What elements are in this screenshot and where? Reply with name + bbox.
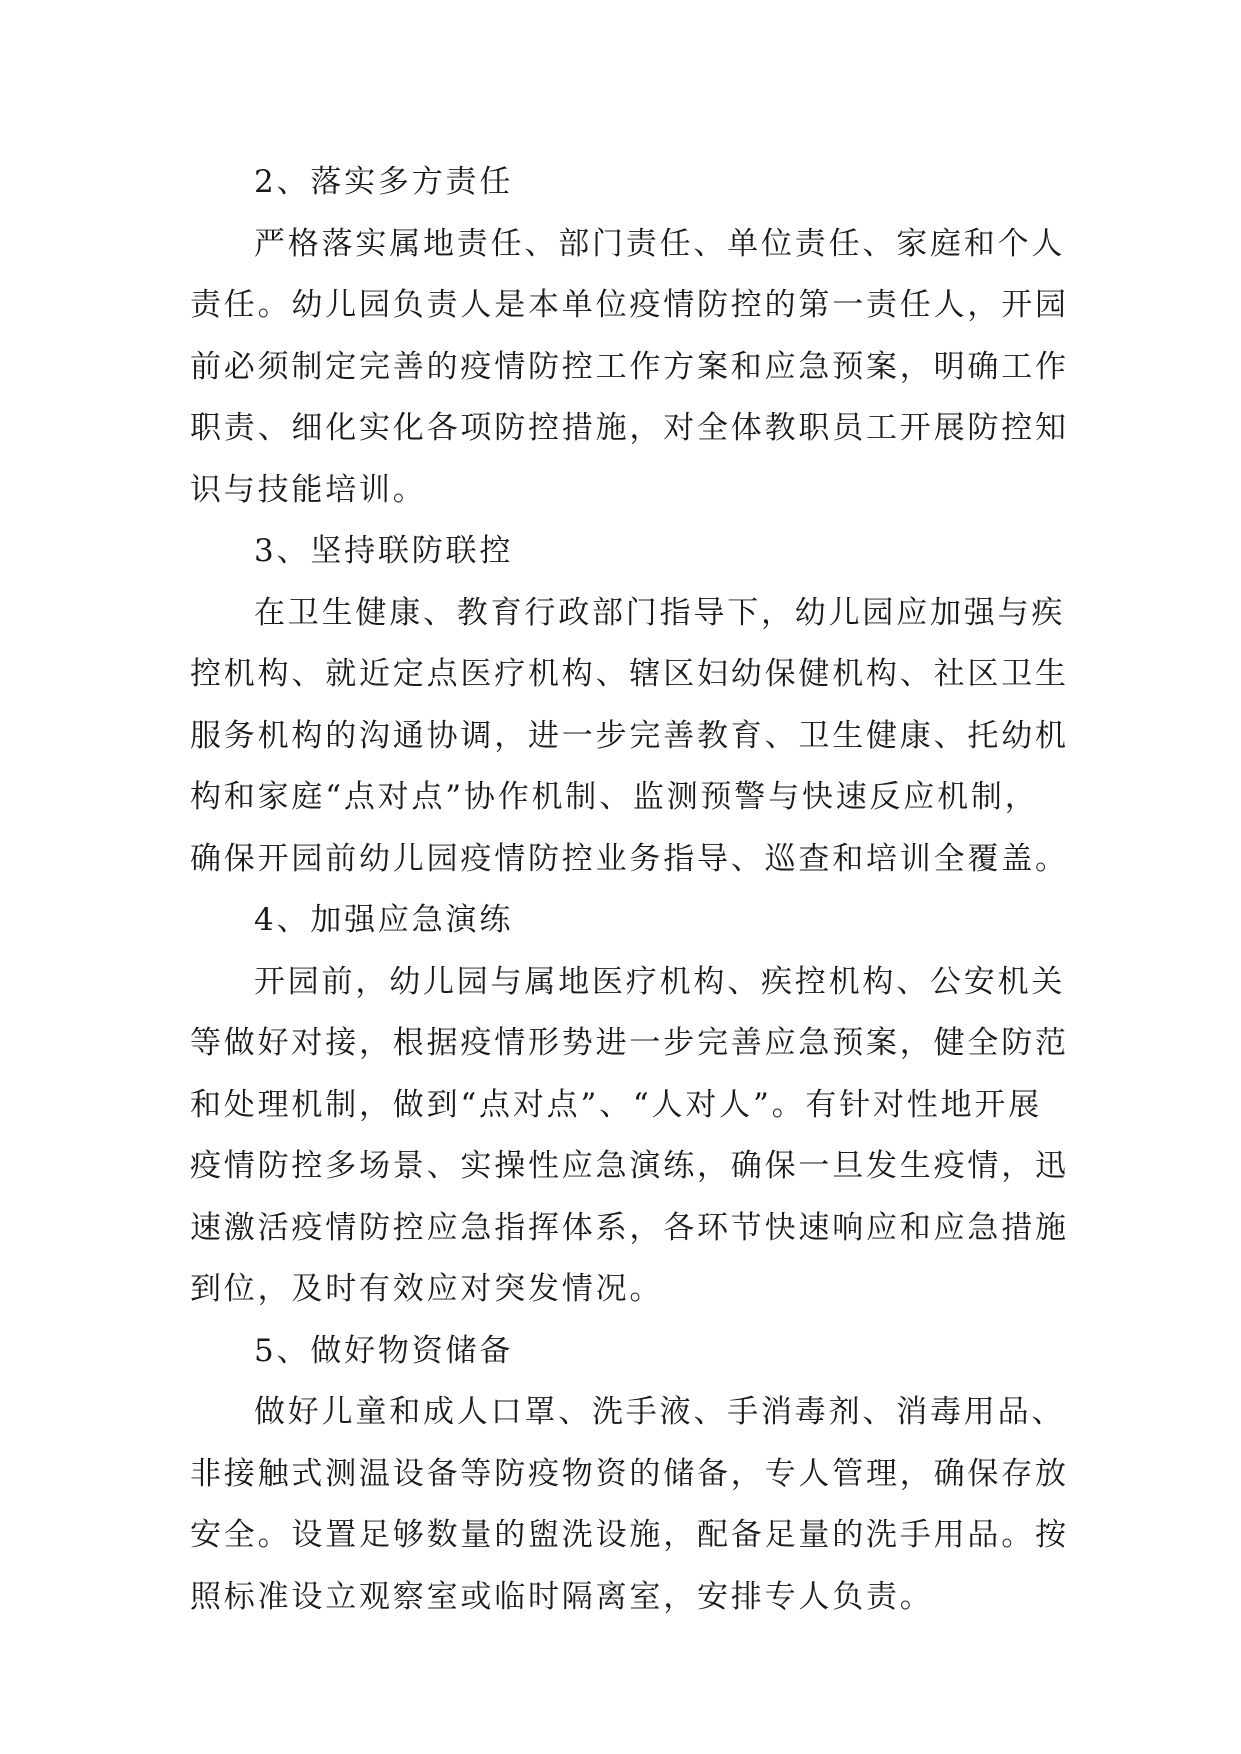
paragraph-line: 确保开园前幼儿园疫情防控业务指导、巡查和培训全覆盖。 [190, 840, 1069, 877]
section-2 [190, 152, 1070, 521]
paragraph-line: 照标准设立观察室或临时隔离室，安排专人负责。 [190, 1578, 934, 1615]
paragraph-line: 在卫生健康、教育行政部门指导下，幼儿园应加强与疾 [254, 594, 1066, 631]
section-3 [190, 521, 1070, 890]
paragraph-line: 控机构、就近定点医疗机构、辖区妇幼保健机构、社区卫生 [190, 656, 1069, 692]
paragraph-line: 职责、细化实化各项防控措施，对全体教职员工开展防控知 [190, 410, 1069, 446]
section-5 [190, 1321, 1070, 1629]
paragraph-line: 安全。设置足够数量的盥洗设施，配备足量的洗手用品。按 [190, 1517, 1069, 1553]
section-4 [190, 890, 1070, 1321]
paragraph-line: 开园前，幼儿园与属地医疗机构、疾控机构、公安机关 [254, 963, 1066, 1000]
section-heading: 5、做好物资储备 [254, 1332, 514, 1369]
paragraph-line: 等做好对接，根据疫情形势进一步完善应急预案，健全防范 [190, 1025, 1069, 1061]
paragraph-line: 和处理机制，做到“点对点”、“人对人”。有针对性地开展 [190, 1086, 1042, 1123]
section-heading: 2、落实多方责任 [254, 164, 514, 200]
paragraph-line: 服务机构的沟通协调，进一步完善教育、卫生健康、托幼机 [190, 717, 1069, 754]
paragraph-line: 速激活疫情防控应急指挥体系，各环节快速响应和应急措施 [190, 1209, 1069, 1246]
paragraph-line: 前必须制定完善的疫情防控工作方案和应急预案，明确工作 [190, 348, 1069, 385]
paragraph-line: 构和家庭“点对点”协作机制、监测预警与快速反应机制， [190, 779, 1039, 815]
document-body [190, 152, 1070, 1628]
paragraph-line: 严格落实属地责任、部门责任、单位责任、家庭和个人 [254, 225, 1066, 262]
paragraph-line: 非接触式测温设备等防疫物资的储备，专人管理，确保存放 [190, 1455, 1069, 1492]
section-heading: 4、加强应急演练 [254, 902, 514, 938]
section-heading: 3、坚持联防联控 [254, 533, 514, 569]
paragraph-line: 做好儿童和成人口罩、洗手液、手消毒剂、消毒用品、 [254, 1394, 1066, 1430]
paragraph-line: 责任。幼儿园负责人是本单位疫情防控的第一责任人，开园 [190, 287, 1069, 323]
paragraph-line: 到位，及时有效应对突发情况。 [190, 1271, 664, 1307]
paragraph-line: 识与技能培训。 [190, 471, 427, 508]
paragraph-line: 疫情防控多场景、实操性应急演练，确保一旦发生疫情，迅 [190, 1148, 1069, 1184]
